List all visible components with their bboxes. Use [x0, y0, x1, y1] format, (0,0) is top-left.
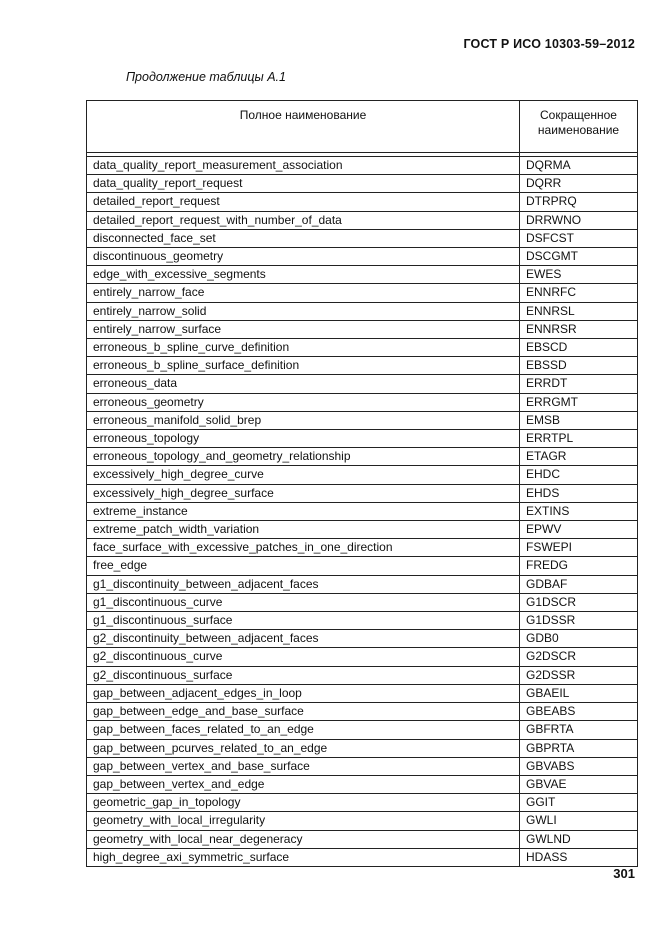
full-name-cell: face_surface_with_excessive_patches_in_one_direction: [87, 539, 520, 557]
table-row: [87, 666, 638, 684]
full-name-cell: gap_between_vertex_and_base_surface: [87, 757, 520, 775]
full-name-cell: extreme_patch_width_variation: [87, 521, 520, 539]
full-name-cell: excessively_high_degree_surface: [87, 484, 520, 502]
table-row: [87, 466, 638, 484]
full-name-cell: g1_discontinuous_curve: [87, 593, 520, 611]
table-caption: Продолжение таблицы А.1: [126, 70, 286, 84]
abbreviations-table: [86, 100, 638, 867]
table-body: [87, 153, 638, 867]
short-name-cell: EPWV: [520, 521, 638, 539]
full-name-cell: detailed_report_request_with_number_of_data: [87, 211, 520, 229]
table-row: [87, 775, 638, 793]
full-name-cell: g2_discontinuous_surface: [87, 666, 520, 684]
short-name-cell: EXTINS: [520, 502, 638, 520]
full-name-cell: high_degree_axi_symmetric_surface: [87, 848, 520, 866]
table-row: [87, 502, 638, 520]
full-name-cell: geometry_with_local_near_degeneracy: [87, 830, 520, 848]
full-name-cell: edge_with_excessive_segments: [87, 266, 520, 284]
table-header-row: [87, 101, 638, 153]
table-row: [87, 175, 638, 193]
full-name-cell: gap_between_adjacent_edges_in_loop: [87, 684, 520, 702]
column-header-short-line2: наименование: [537, 123, 620, 137]
full-name-cell: detailed_report_request: [87, 193, 520, 211]
full-name-cell: g1_discontinuity_between_adjacent_faces: [87, 575, 520, 593]
full-name-cell: erroneous_topology_and_geometry_relationship: [87, 448, 520, 466]
full-name-cell: g1_discontinuous_surface: [87, 612, 520, 630]
full-name-cell: erroneous_manifold_solid_brep: [87, 411, 520, 429]
table-row: [87, 648, 638, 666]
table-row: [87, 448, 638, 466]
short-name-cell: G2DSCR: [520, 648, 638, 666]
short-name-cell: EWES: [520, 266, 638, 284]
short-name-cell: G1DSCR: [520, 593, 638, 611]
table-row: [87, 630, 638, 648]
short-name-cell: ERRGMT: [520, 393, 638, 411]
short-name-cell: HDASS: [520, 848, 638, 866]
short-name-cell: EMSB: [520, 411, 638, 429]
table-row: [87, 430, 638, 448]
column-header-short-line1: Сокращенное: [540, 108, 617, 122]
table-row: [87, 211, 638, 229]
short-name-cell: GGIT: [520, 794, 638, 812]
table-row: [87, 484, 638, 502]
table-row: [87, 339, 638, 357]
table-row: [87, 539, 638, 557]
short-name-cell: ENNRFC: [520, 284, 638, 302]
short-name-cell: DRRWNO: [520, 211, 638, 229]
short-name-cell: EHDC: [520, 466, 638, 484]
full-name-cell: free_edge: [87, 557, 520, 575]
full-name-cell: g2_discontinuous_curve: [87, 648, 520, 666]
table-row: [87, 302, 638, 320]
column-header-short-name: [520, 101, 638, 153]
full-name-cell: gap_between_edge_and_base_surface: [87, 703, 520, 721]
short-name-cell: GBVABS: [520, 757, 638, 775]
document-standard-header: ГОСТ Р ИСО 10303-59–2012: [463, 37, 635, 51]
table-row: [87, 612, 638, 630]
table-row: [87, 393, 638, 411]
table-row: [87, 812, 638, 830]
table-row: [87, 703, 638, 721]
full-name-cell: gap_between_pcurves_related_to_an_edge: [87, 739, 520, 757]
short-name-cell: DTRPRQ: [520, 193, 638, 211]
short-name-cell: FSWEPI: [520, 539, 638, 557]
full-name-cell: data_quality_report_measurement_association: [87, 157, 520, 175]
short-name-cell: EBSSD: [520, 357, 638, 375]
full-name-cell: gap_between_faces_related_to_an_edge: [87, 721, 520, 739]
table-row: [87, 320, 638, 338]
table-row: [87, 375, 638, 393]
full-name-cell: discontinuous_geometry: [87, 248, 520, 266]
full-name-cell: geometry_with_local_irregularity: [87, 812, 520, 830]
short-name-cell: ETAGR: [520, 448, 638, 466]
table-row: [87, 830, 638, 848]
table-row: [87, 739, 638, 757]
short-name-cell: FREDG: [520, 557, 638, 575]
short-name-cell: GBVAE: [520, 775, 638, 793]
table-row: [87, 357, 638, 375]
full-name-cell: erroneous_geometry: [87, 393, 520, 411]
column-header-full-name: Полное наименование: [87, 101, 520, 153]
full-name-cell: extreme_instance: [87, 502, 520, 520]
table-row: [87, 757, 638, 775]
short-name-cell: ENNRSL: [520, 302, 638, 320]
page-number: 301: [613, 866, 635, 881]
short-name-cell: GBPRTA: [520, 739, 638, 757]
short-name-cell: G2DSSR: [520, 666, 638, 684]
table-row: [87, 229, 638, 247]
table-row: [87, 266, 638, 284]
short-name-cell: GBAEIL: [520, 684, 638, 702]
table-row: [87, 193, 638, 211]
table-row: [87, 721, 638, 739]
table-row: [87, 157, 638, 175]
short-name-cell: DSCGMT: [520, 248, 638, 266]
table-row: [87, 593, 638, 611]
full-name-cell: excessively_high_degree_curve: [87, 466, 520, 484]
short-name-cell: GDB0: [520, 630, 638, 648]
full-name-cell: disconnected_face_set: [87, 229, 520, 247]
short-name-cell: G1DSSR: [520, 612, 638, 630]
table-row: [87, 248, 638, 266]
short-name-cell: DQRMA: [520, 157, 638, 175]
short-name-cell: GWLND: [520, 830, 638, 848]
short-name-cell: ERRTPL: [520, 430, 638, 448]
table-row: [87, 557, 638, 575]
full-name-cell: erroneous_b_spline_surface_definition: [87, 357, 520, 375]
short-name-cell: EBSCD: [520, 339, 638, 357]
short-name-cell: EHDS: [520, 484, 638, 502]
full-name-cell: entirely_narrow_solid: [87, 302, 520, 320]
table-row: [87, 284, 638, 302]
table-row: [87, 848, 638, 866]
short-name-cell: GBEABS: [520, 703, 638, 721]
full-name-cell: data_quality_report_request: [87, 175, 520, 193]
short-name-cell: ERRDT: [520, 375, 638, 393]
full-name-cell: erroneous_data: [87, 375, 520, 393]
short-name-cell: GWLI: [520, 812, 638, 830]
table-row: [87, 684, 638, 702]
short-name-cell: GDBAF: [520, 575, 638, 593]
full-name-cell: erroneous_b_spline_curve_definition: [87, 339, 520, 357]
full-name-cell: g2_discontinuity_between_adjacent_faces: [87, 630, 520, 648]
short-name-cell: ENNRSR: [520, 320, 638, 338]
full-name-cell: gap_between_vertex_and_edge: [87, 775, 520, 793]
full-name-cell: entirely_narrow_face: [87, 284, 520, 302]
table-row: [87, 521, 638, 539]
table-row: [87, 794, 638, 812]
table-row: [87, 575, 638, 593]
short-name-cell: DSFCST: [520, 229, 638, 247]
full-name-cell: entirely_narrow_surface: [87, 320, 520, 338]
table-row: [87, 411, 638, 429]
full-name-cell: erroneous_topology: [87, 430, 520, 448]
full-name-cell: geometric_gap_in_topology: [87, 794, 520, 812]
short-name-cell: GBFRTA: [520, 721, 638, 739]
short-name-cell: DQRR: [520, 175, 638, 193]
